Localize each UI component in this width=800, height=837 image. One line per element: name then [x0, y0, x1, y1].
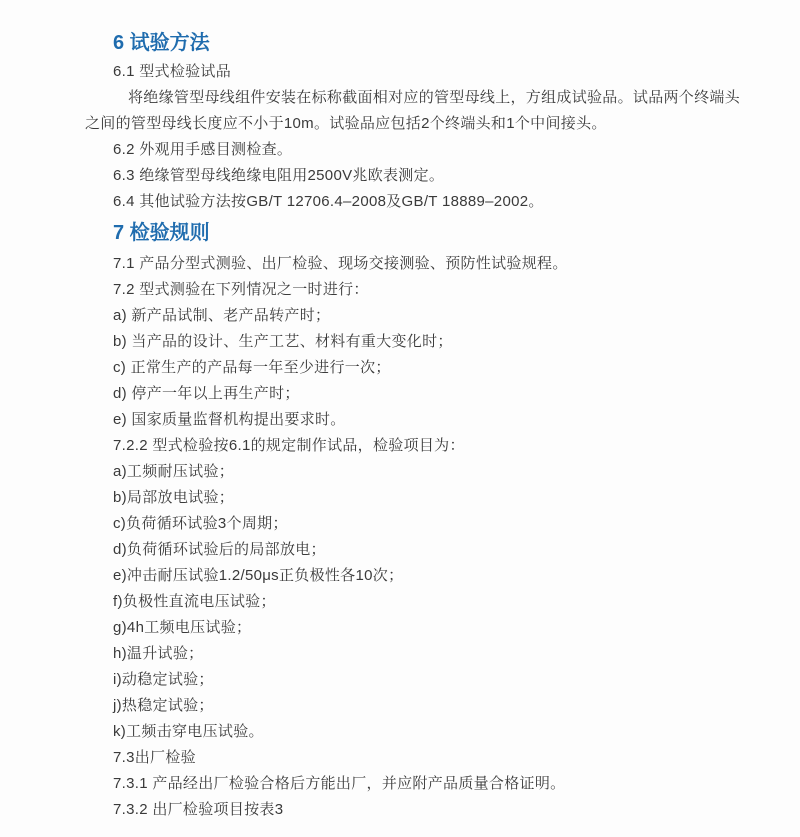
- document-line: 7.2 型式测验在下列情况之一时进行：: [113, 281, 369, 298]
- document-line: j)热稳定试验；: [113, 697, 214, 714]
- document-line: 6.1 型式检验试品: [113, 63, 232, 80]
- document-line: 7.3.2 出厂检验项目按表3: [113, 801, 284, 818]
- document-line: e) 国家质量监督机构提出要求时。: [113, 411, 346, 428]
- document-line: b)局部放电试验；: [113, 489, 235, 506]
- document-line: k)工频击穿电压试验。: [113, 723, 264, 740]
- document-line: 6.3 绝缘管型母线绝缘电阻用2500V兆欧表测定。: [113, 167, 445, 184]
- document-line: 6.2 外观用手感目测检查。: [113, 141, 293, 158]
- document-line: 之间的管型母线长度应不小于10m。试验品应包括2个终端头和1个中间接头。: [85, 115, 607, 132]
- document-line: f)负极性直流电压试验；: [113, 593, 276, 610]
- document-line: h)温升试验；: [113, 645, 204, 662]
- document-line: c) 正常生产的产品每一年至少进行一次；: [113, 359, 391, 376]
- document-line: b) 当产品的设计、生产工艺、材料有重大变化时；: [113, 333, 453, 350]
- document-line: 7.3出厂检验: [113, 749, 196, 766]
- document-line: d) 停产一年以上再生产时；: [113, 385, 300, 402]
- document-line: g)4h工频电压试验；: [113, 619, 252, 636]
- document-line: d)负荷循环试验后的局部放电；: [113, 541, 326, 558]
- document-line: c)负荷循环试验3个周期；: [113, 515, 288, 532]
- document-line: 7.2.2 型式检验按6.1的规定制作试品，检验项目为：: [113, 437, 465, 454]
- section-heading: 7 检验规则: [113, 222, 210, 244]
- document-line: 6.4 其他试验方法按GB/T 12706.4–2008及GB/T 18889–2002。: [113, 193, 544, 210]
- document-line: e)冲击耐压试验1.2/50μs正负极性各10次；: [113, 567, 404, 584]
- section-heading: 6 试验方法: [113, 32, 210, 54]
- document-line: 将绝缘管型母线组件安装在标称截面相对应的管型母线上，方组成试验品。试品两个终端头: [128, 89, 741, 106]
- document-line: 7.1 产品分型式测验、出厂检验、现场交接测验、预防性试验规程。: [113, 255, 568, 272]
- document-line: i)动稳定试验；: [113, 671, 214, 688]
- document-line: a) 新产品试制、老产品转产时；: [113, 307, 331, 324]
- document-line: a)工频耐压试验；: [113, 463, 235, 480]
- document-line: 7.3.1 产品经出厂检验合格后方能出厂，并应附产品质量合格证明。: [113, 775, 566, 792]
